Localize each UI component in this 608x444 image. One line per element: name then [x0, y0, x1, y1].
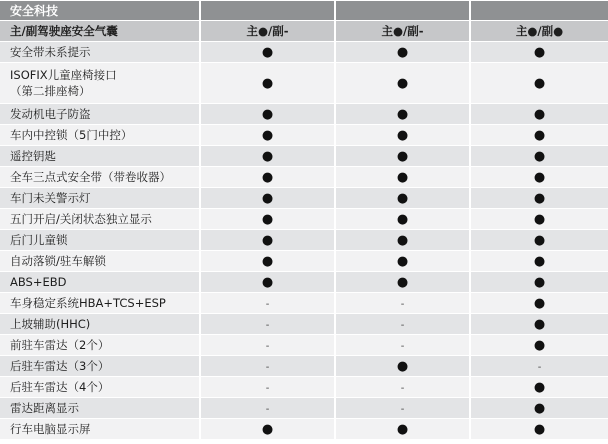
- value-cell: [201, 104, 336, 125]
- value-cell: [201, 314, 336, 335]
- row-label-subtext: （第二排座椅）: [10, 84, 91, 98]
- not-available-dash: -: [265, 299, 270, 310]
- safety-spec-table: [0, 1, 608, 440]
- value-cell: [471, 42, 608, 63]
- standard-dot-icon: ●: [261, 421, 274, 437]
- row-label: [0, 167, 201, 188]
- standard-dot-icon: ●: [261, 253, 274, 269]
- standard-dot-icon: ●: [396, 274, 409, 290]
- standard-dot-icon: ●: [533, 127, 546, 143]
- value-cell: [201, 125, 336, 146]
- value-cell: [336, 314, 471, 335]
- value-cell: [201, 63, 336, 104]
- value-cell: [471, 104, 608, 125]
- row-label-text: 自动落锁/驻车解锁: [10, 254, 106, 268]
- table-row: [0, 125, 608, 146]
- value-cell: [201, 167, 336, 188]
- row-label: [0, 104, 201, 125]
- value-cell: [336, 419, 471, 440]
- standard-dot-icon: ●: [533, 379, 546, 395]
- row-label-text: 后驻车雷达（3个）: [10, 359, 110, 373]
- value-cell: [471, 125, 608, 146]
- standard-dot-icon: ●: [261, 148, 274, 164]
- value-cell: [336, 209, 471, 230]
- table-row: [0, 146, 608, 167]
- row-label: [0, 251, 201, 272]
- standard-dot-icon: ●: [261, 169, 274, 185]
- value-cell: [201, 398, 336, 419]
- row-label: [0, 293, 201, 314]
- row-label: [0, 272, 201, 293]
- standard-dot-icon: ●: [533, 337, 546, 353]
- row-label: [0, 125, 201, 146]
- standard-dot-icon: ●: [261, 190, 274, 206]
- value-cell: [336, 104, 471, 125]
- not-available-dash: -: [537, 362, 542, 373]
- value-cell: [201, 42, 336, 63]
- row-label-text: 车内中控锁（5门中控）: [10, 128, 133, 142]
- value-cell: [336, 335, 471, 356]
- value-cell: [201, 356, 336, 377]
- value-cell: [336, 377, 471, 398]
- standard-dot-icon: ●: [396, 421, 409, 437]
- standard-dot-icon: ●: [396, 75, 409, 91]
- standard-dot-icon: ●: [533, 211, 546, 227]
- standard-dot-icon: ●: [396, 44, 409, 60]
- value-cell: [201, 335, 336, 356]
- value-cell: [471, 335, 608, 356]
- standard-dot-icon: ●: [396, 190, 409, 206]
- table-row: [0, 104, 608, 125]
- table-row: [0, 251, 608, 272]
- row-label: [0, 209, 201, 230]
- value-cell: [471, 377, 608, 398]
- value-cell: [201, 251, 336, 272]
- row-label: [0, 398, 201, 419]
- value-cell: [201, 188, 336, 209]
- standard-dot-icon: ●: [261, 127, 274, 143]
- value-cell: [336, 125, 471, 146]
- standard-dot-icon: ●: [261, 106, 274, 122]
- row-label-text: 发动机电子防盗: [10, 107, 91, 121]
- standard-dot-icon: ●: [396, 106, 409, 122]
- standard-dot-icon: ●: [533, 421, 546, 437]
- value-cell: [471, 398, 608, 419]
- section-title: 安全科技: [0, 1, 201, 21]
- value-cell: [471, 230, 608, 251]
- table-row: [0, 42, 608, 63]
- row-label-text: 后门儿童锁: [10, 233, 68, 247]
- row-label-text: 五门开启/关闭状态独立显示: [10, 212, 152, 226]
- standard-dot-icon: ●: [396, 211, 409, 227]
- standard-dot-icon: ●: [396, 127, 409, 143]
- standard-dot-icon: ●: [533, 190, 546, 206]
- table-row: [0, 377, 608, 398]
- table-row: [0, 188, 608, 209]
- value-cell: [471, 63, 608, 104]
- value-cell: 主●/副●: [471, 21, 608, 42]
- table-row: [0, 293, 608, 314]
- not-available-dash: -: [265, 383, 270, 394]
- value-cell: [201, 293, 336, 314]
- value-cell: [336, 398, 471, 419]
- standard-dot-icon: ●: [261, 75, 274, 91]
- not-available-dash: -: [400, 383, 405, 394]
- value-cell: [471, 293, 608, 314]
- row-label: [0, 419, 201, 440]
- table-row: [0, 63, 608, 104]
- row-label-text: 安全带未系提示: [10, 45, 91, 59]
- standard-dot-icon: ●: [396, 253, 409, 269]
- value-cell: [336, 356, 471, 377]
- value-cell: [336, 272, 471, 293]
- value-cell: 主●/副-: [201, 21, 336, 42]
- value-cell: [471, 167, 608, 188]
- standard-dot-icon: ●: [396, 232, 409, 248]
- not-available-dash: -: [265, 320, 270, 331]
- header-cell: [201, 1, 336, 21]
- standard-dot-icon: ●: [533, 75, 546, 91]
- not-available-dash: -: [400, 341, 405, 352]
- value-cell: [336, 167, 471, 188]
- standard-dot-icon: ●: [261, 211, 274, 227]
- not-available-dash: -: [400, 299, 405, 310]
- standard-dot-icon: ●: [533, 148, 546, 164]
- table-row: [0, 356, 608, 377]
- row-label: [0, 42, 201, 63]
- value-cell: [201, 146, 336, 167]
- standard-dot-icon: ●: [533, 106, 546, 122]
- standard-dot-icon: ●: [261, 232, 274, 248]
- row-label-text: 遥控钥匙: [10, 149, 56, 163]
- standard-dot-icon: ●: [533, 316, 546, 332]
- standard-dot-icon: ●: [396, 148, 409, 164]
- standard-dot-icon: ●: [396, 169, 409, 185]
- value-cell: [471, 209, 608, 230]
- row-label-text: ISOFIX儿童座椅接口: [10, 68, 117, 82]
- standard-dot-icon: ●: [261, 44, 274, 60]
- row-label-text: 车门未关警示灯: [10, 191, 91, 205]
- standard-dot-icon: ●: [533, 274, 546, 290]
- value-cell: [336, 230, 471, 251]
- row-label: [0, 356, 201, 377]
- row-label: [0, 377, 201, 398]
- value-cell: [336, 146, 471, 167]
- row-label: [0, 335, 201, 356]
- row-label: [0, 230, 201, 251]
- row-label-text: 前驻车雷达（2个）: [10, 338, 110, 352]
- row-label-text: 后驻车雷达（4个）: [10, 380, 110, 394]
- table-row: [0, 335, 608, 356]
- value-cell: [336, 251, 471, 272]
- header-cell: [471, 1, 608, 21]
- standard-dot-icon: ●: [533, 232, 546, 248]
- value-cell: [471, 188, 608, 209]
- table-row: [0, 272, 608, 293]
- value-cell: [471, 356, 608, 377]
- row-label: [0, 314, 201, 335]
- row-label-text: 上坡辅助(HHC): [10, 317, 91, 331]
- not-available-dash: -: [400, 404, 405, 415]
- value-cell: 主●/副-: [336, 21, 471, 42]
- not-available-dash: -: [265, 404, 270, 415]
- table-row: [0, 398, 608, 419]
- value-cell: [201, 377, 336, 398]
- table-row: [0, 314, 608, 335]
- table-row: [0, 167, 608, 188]
- value-cell: [471, 314, 608, 335]
- row-label-text: 雷达距离显示: [10, 401, 79, 415]
- value-cell: [471, 146, 608, 167]
- row-label-text: 车身稳定系统HBA+TCS+ESP: [10, 296, 166, 310]
- value-cell: [201, 272, 336, 293]
- standard-dot-icon: ●: [533, 295, 546, 311]
- standard-dot-icon: ●: [396, 358, 409, 374]
- not-available-dash: -: [400, 320, 405, 331]
- value-cell: [471, 419, 608, 440]
- row-label: [0, 188, 201, 209]
- value-cell: [471, 272, 608, 293]
- table-row: [0, 419, 608, 440]
- row-label: [0, 146, 201, 167]
- table-row: [0, 209, 608, 230]
- table-row: [0, 230, 608, 251]
- standard-dot-icon: ●: [533, 44, 546, 60]
- value-cell: [336, 63, 471, 104]
- value-cell: [201, 230, 336, 251]
- airbag-row: [0, 21, 608, 42]
- value-cell: [471, 251, 608, 272]
- section-header-row: [0, 1, 608, 21]
- value-cell: [336, 42, 471, 63]
- value-cell: [201, 419, 336, 440]
- not-available-dash: -: [265, 362, 270, 373]
- row-label: [0, 63, 201, 104]
- row-label-text: 全车三点式安全带（带卷收器）: [10, 170, 171, 184]
- row-label-text: ABS+EBD: [10, 275, 67, 289]
- value-cell: [336, 188, 471, 209]
- standard-dot-icon: ●: [533, 400, 546, 416]
- value-cell: [336, 293, 471, 314]
- not-available-dash: -: [265, 341, 270, 352]
- value-cell: [201, 209, 336, 230]
- standard-dot-icon: ●: [533, 169, 546, 185]
- header-cell: [336, 1, 471, 21]
- standard-dot-icon: ●: [261, 274, 274, 290]
- row-label: 主/副驾驶座安全气囊: [0, 21, 201, 42]
- row-label-text: 行车电脑显示屏: [10, 422, 91, 436]
- standard-dot-icon: ●: [533, 253, 546, 269]
